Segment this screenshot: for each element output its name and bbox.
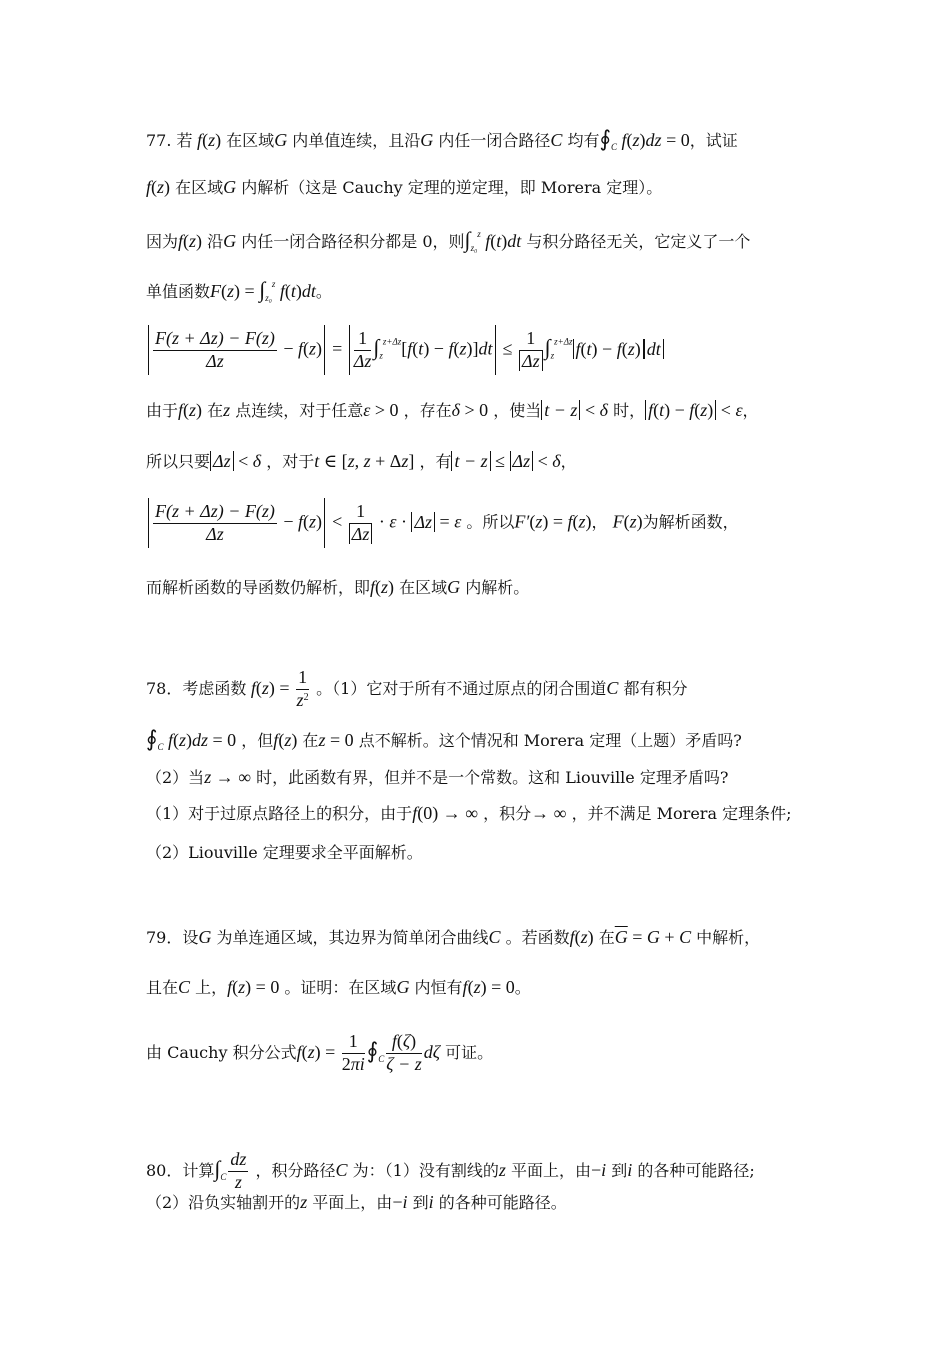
p80-question-line-2: （2）沿负实轴割开的z 平面上，由−i 到i 的各种可能路径。 bbox=[146, 1192, 567, 1212]
p77-answer-line-4: 由于f(z) 在z 点连续，对于任意ε > 0 ，存在δ > 0 ，使当 t − z < δ 时， f(t) − f(z) < ε， bbox=[146, 400, 759, 420]
p78-question-line-2: $∮_C$ f(z)dz = 0 ，但f(z) 在z = 0 点不解析。这个情况和 Morera 定理（上题）矛盾吗? bbox=[146, 726, 742, 752]
p79-question-line-2: 且在C 上，f(z) = 0 。证明：在区域G 内恒有f(z) = 0。 bbox=[146, 977, 531, 997]
p78-question-line-1: 78．考虑函数 f(z) = $\frac{1}{z^2}$ 。（1）它对于所有不通过原点的闭合围道C 都有积分 bbox=[146, 667, 688, 710]
p80-question-line-1: 80．计算$\int_C$ $\frac{dz}{z}$ ，积分路径C 为：（1）没有割线的z 平面上，由−i 到i 的各种可能路径; bbox=[146, 1149, 755, 1192]
p77-answer-line-5: 所以只要 Δz < δ ，对于t ∈ [z, z + Δz] ，有 t − z ≤ Δz < δ， bbox=[146, 451, 577, 471]
p78-answer-line-1: （1）对于过原点路径上的积分，由于f(0) → ∞ ，积分→ ∞ ，并不满足 Morera 定理条件; bbox=[146, 803, 792, 823]
p77-answer-line-1: 因为f(z) 沿G 内任一闭合路径积分都是 0，则$\int_{z_0}^z$ f(t)dt 与积分路径无关，它定义了一个 bbox=[146, 227, 751, 253]
p79-answer-line: 由 Cauchy 积分公式f(z) = $\frac{1}{2\pi i}$ $∮_C$ $\frac{f(\zeta)}{\zeta - z}$ dζ 可证。 bbox=[146, 1031, 494, 1074]
p77-answer-line-2: 单值函数$F(z) = \int_{z_0}^z$ f(t)dt。 bbox=[146, 277, 332, 303]
p77-question-line-2: f(z) 在区域G 内解析（这是 Cauchy 定理的逆定理，即 Morera 定理）。 bbox=[146, 177, 663, 197]
p78-answer-line-2: （2）Liouville 定理要求全平面解析。 bbox=[146, 843, 423, 862]
p77-equation-conclusion: $\frac{F(z + \Delta z) - F(z)}{\Delta z}$ − f(z) < $\frac{1}{\Delta z}$ · ε · Δz = ε 。所以F′(z) = f(z)， F(z)为解析函数， bbox=[146, 498, 812, 548]
p77-equation-difference-quotient: $\frac{F(z + \Delta z) - F(z)}{\Delta z}$ − f(z) = $\frac{1}{\Delta z}$ $\int_z^{z+\Delta z}[f(t) - f(z)]dt$ ≤ $\frac{1}{\Delta z}$ $\int_z^{z+\Delta z}$ f(t) − f(z) dt bbox=[146, 325, 812, 375]
p77-question-line-1: 77. 若 f(z) 在区域G 内单值连续，且沿G 内任一闭合路径C 均有$∮_C$ f(z)dz = 0，试证 bbox=[146, 126, 738, 152]
p78-question-line-3: （2）当z → ∞ 时，此函数有界，但并不是一个常数。这和 Liouville 定理矛盾吗? bbox=[146, 767, 729, 787]
p77-answer-line-7: 而解析函数的导函数仍解析，即f(z) 在区域G 内解析。 bbox=[146, 577, 530, 597]
p79-question-line-1: 79．设G 为单连通区域，其边界为简单闭合曲线C 。若函数f(z) 在$\overline{G} = G + C$ 中解析， bbox=[146, 927, 761, 947]
